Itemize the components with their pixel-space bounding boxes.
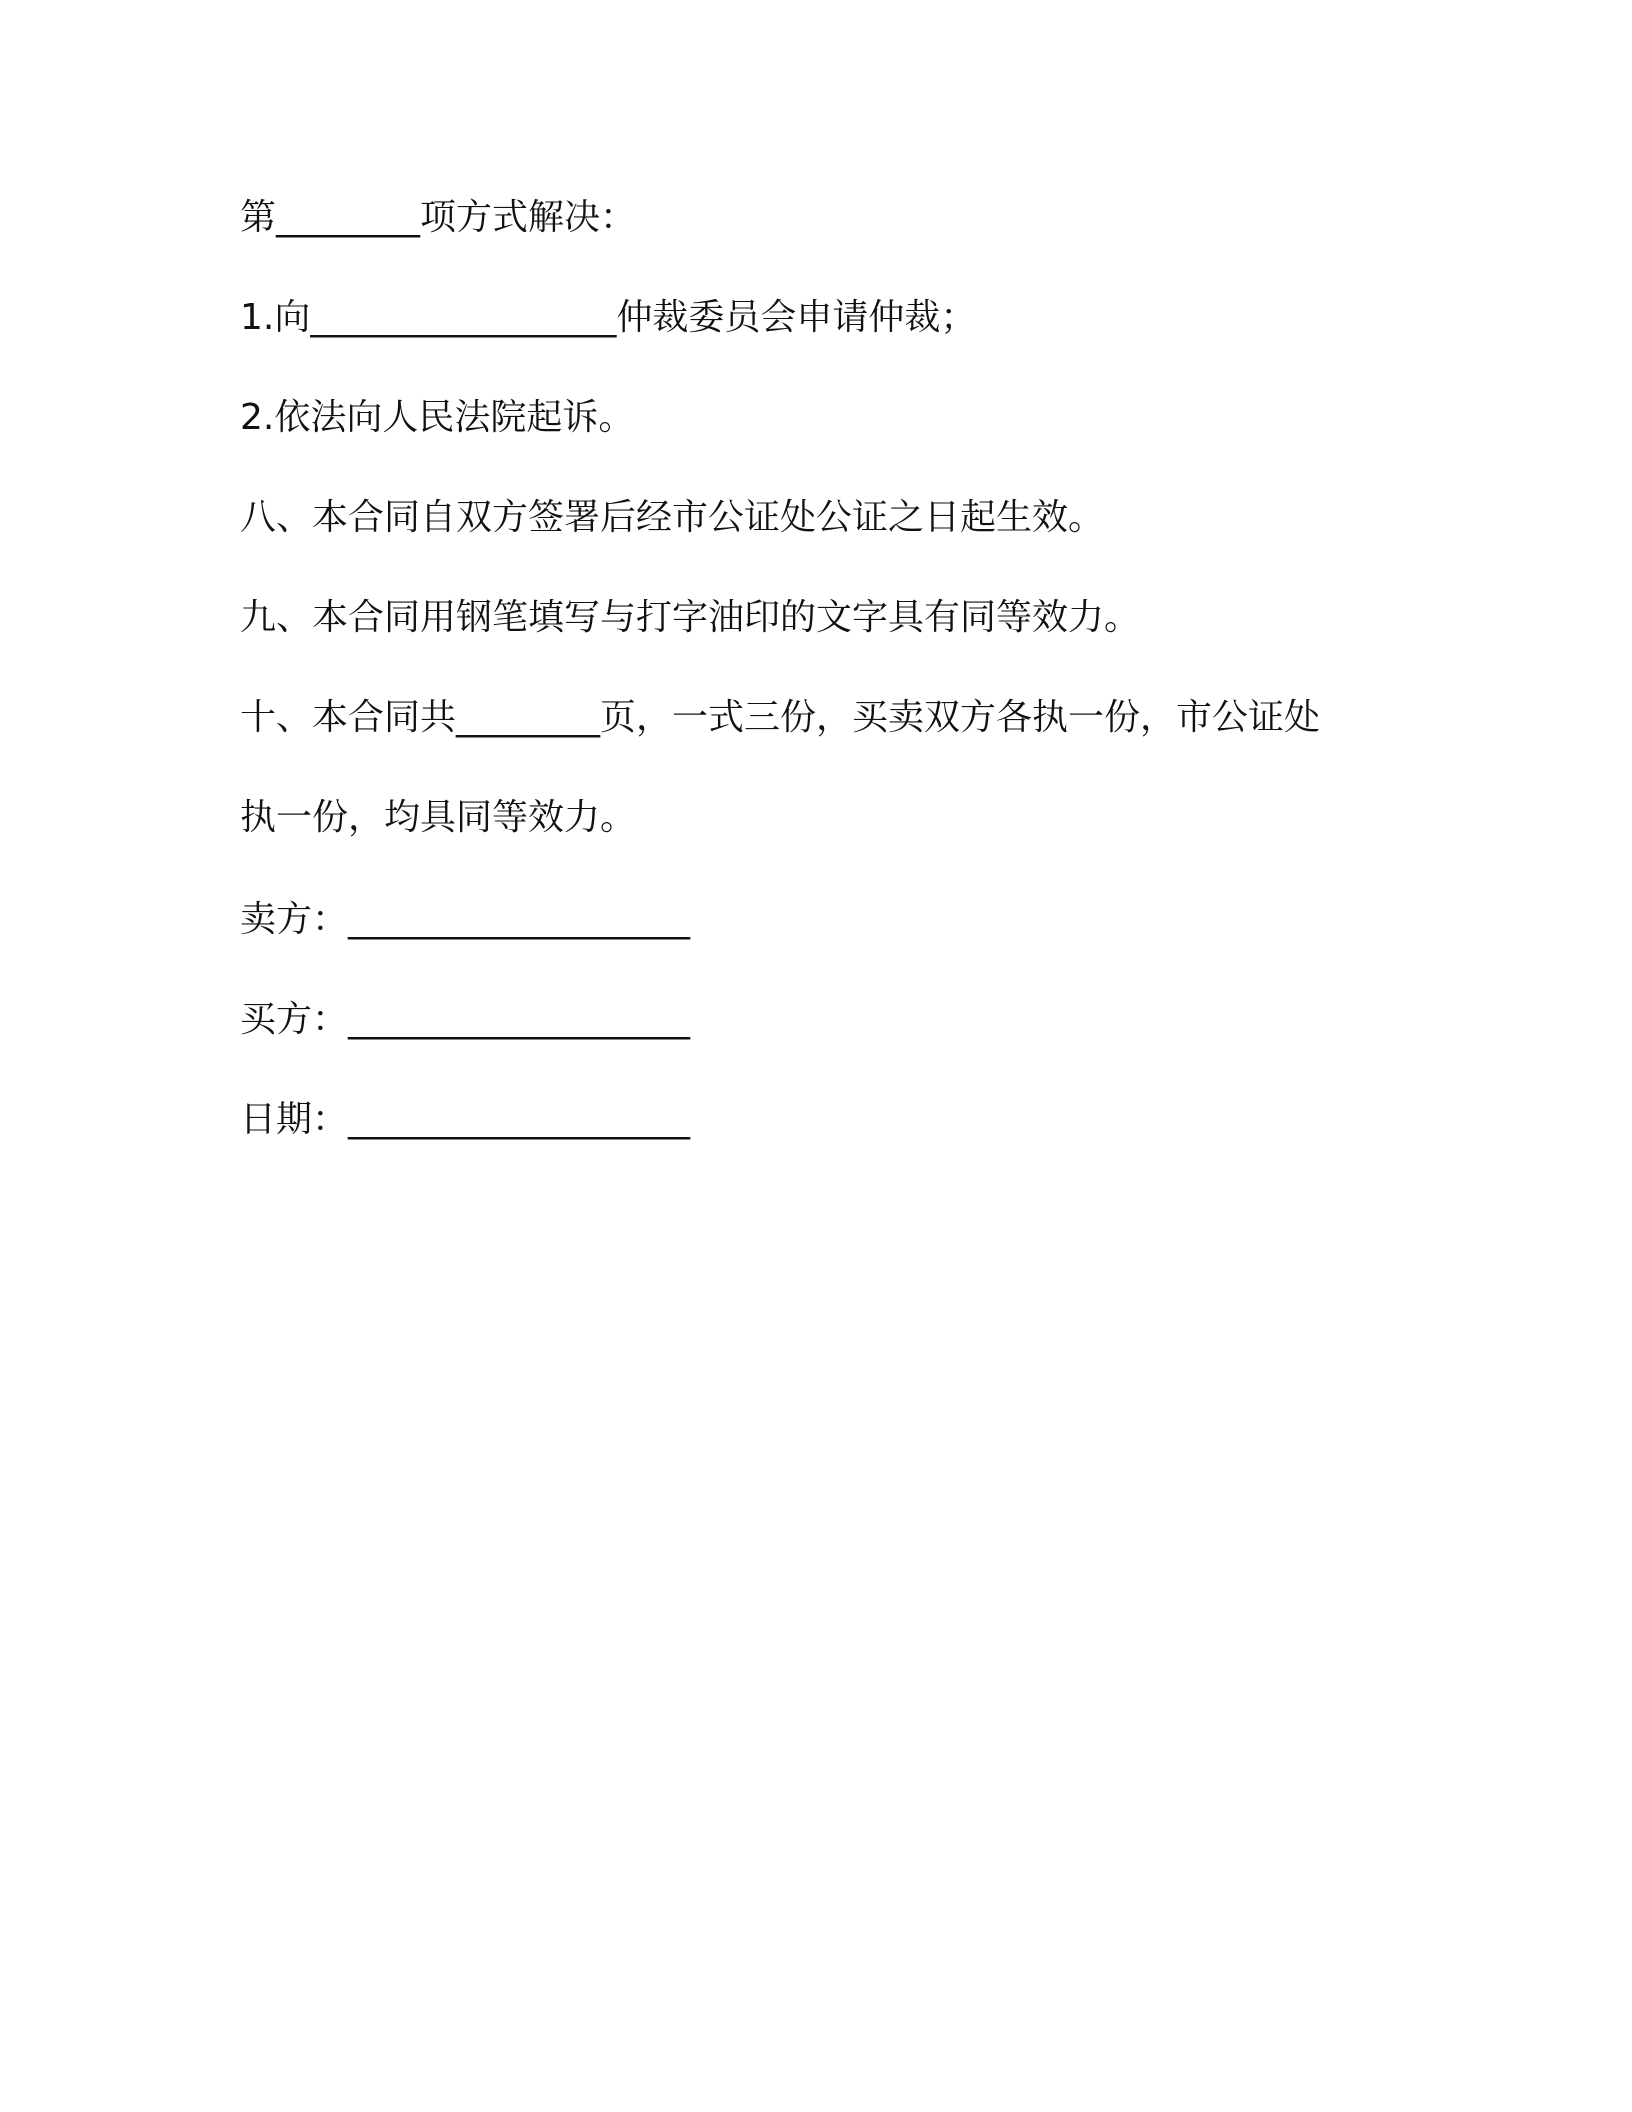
clause-nine: 九、本合同用钢笔填写与打字油印的文字具有同等效力。 — [240, 597, 1141, 638]
buyer-signature-line: 买方：___________________ — [240, 999, 691, 1040]
clause-ten-line-2: 执一份，均具同等效力。 — [240, 797, 637, 838]
date-line: 日期：___________________ — [240, 1099, 691, 1140]
dispute-resolution-clause: 第________项方式解决： — [240, 197, 637, 238]
arbitration-option: 1.向_________________仲裁委员会申请仲裁； — [240, 297, 977, 338]
litigation-option: 2.依法向人民法院起诉。 — [240, 397, 635, 438]
clause-eight: 八、本合同自双方签署后经市公证处公证之日起生效。 — [240, 497, 1105, 538]
clause-ten-line-1: 十、本合同共________页，一式三份，买卖双方各执一份，市公证处 — [240, 697, 1321, 738]
seller-signature-line: 卖方：___________________ — [240, 899, 691, 940]
